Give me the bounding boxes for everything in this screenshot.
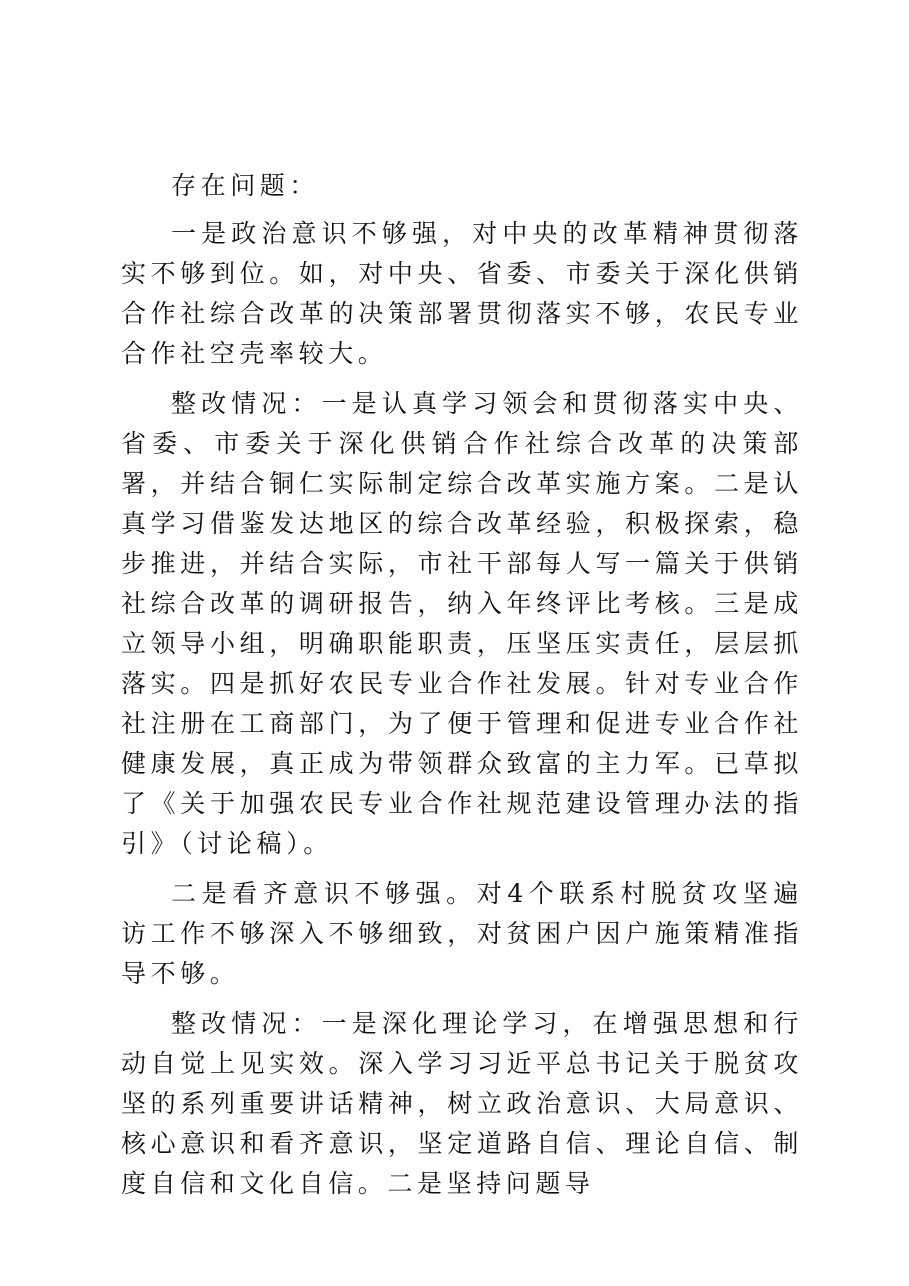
paragraph-issue-one: 一是政治意识不够强，对中央的改革精神贯彻落实不够到位。如，对中央、省委、市委关于深化供销合作社综合改革的决策部署贯彻落实不够，农民专业合作社空壳率较大。 [121, 219, 803, 368]
document-body [121, 166, 803, 1204]
paragraph-rectification-two: 整改情况：一是深化理论学习，在增强思想和行动自觉上见实效。深入学习习近平总书记关于脱贫攻坚的系列重要讲话精神，树立政治意识、大局意识、核心意识和看齐意识，坚定道路自信、理论自信、制度自信和文化自信。二是坚持问题导 [121, 1009, 803, 1198]
paragraph-issues-heading: 存在问题： [171, 171, 320, 200]
paragraph-issue-two: 二是看齐意识不够强。对4个联系村脱贫攻坚遍访工作不够深入不够细致，对贫困户因户施策精准指导不够。 [121, 879, 803, 988]
paragraph-rectification-one: 整改情况：一是认真学习领会和贯彻落实中央、省委、市委关于深化供销合作社综合改革的决策部署，并结合铜仁实际制定综合改革实施方案。二是认真学习借鉴发达地区的综合改革经验，积极探索，稳步推进，并结合实际，市社干部每人写一篇关于供销社综合改革的调研报告，纳入年终评比考核。三是成立领导小组，明确职能职责，压坚压实责任，层层抓落实。四是抓好农民专业合作社发展。针对专业合作社注册在工商部门，为了便于管理和促进专业合作社健康发展，真正成为带领群众致富的主力军。已草拟了《关于加强农民专业合作社规范建设管理办法的指引》（讨论稿）。 [121, 389, 803, 858]
